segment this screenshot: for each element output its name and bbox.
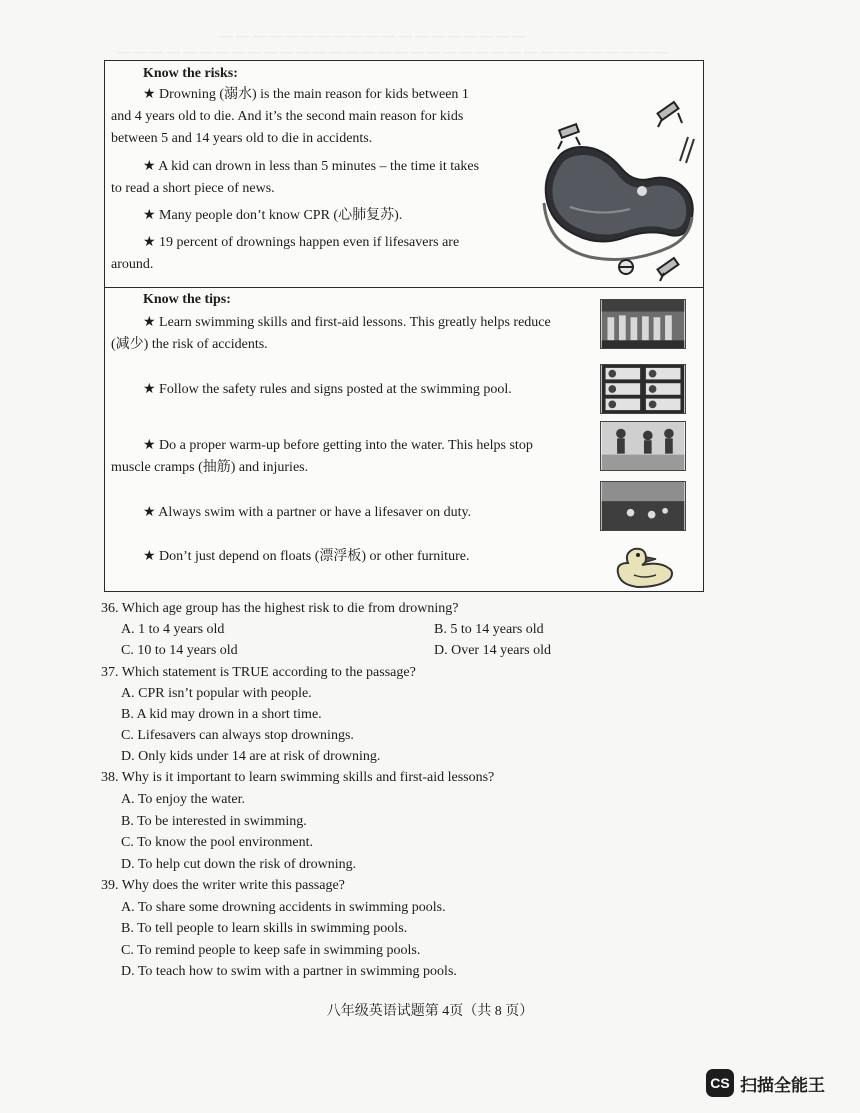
question-option: C. To know the pool environment. bbox=[121, 835, 314, 850]
tips-line: ★ Don’t just depend on floats (漂浮板) or other furniture. bbox=[143, 549, 470, 564]
page-footer: 八年级英语试题第 4页（共 8 页） bbox=[326, 1004, 534, 1019]
risks-line: between 5 and 14 years old to die in accidents. bbox=[111, 131, 373, 146]
question-option: A. To enjoy the water. bbox=[121, 792, 245, 807]
tips-line: ★ Follow the safety rules and signs posted at the swimming pool. bbox=[143, 382, 512, 397]
question-option: B. A kid may drown in a short time. bbox=[121, 707, 322, 722]
question-option: A. To share some drowning accidents in swimming pools. bbox=[121, 900, 446, 915]
question-stem: 39. Why does the writer write this passage? bbox=[101, 878, 345, 893]
bleed-through-text: — — — — — — — — — — — — — — — — — — — — — — — — — — — — — — — — — — bbox=[118, 44, 668, 59]
reading-passage-box bbox=[104, 60, 704, 592]
risks-line: ★ 19 percent of drownings happen even if lifesavers are bbox=[143, 235, 460, 250]
rubber-duck-float-icon bbox=[600, 539, 686, 589]
question-stem: 37. Which statement is TRUE according to the passage? bbox=[101, 665, 416, 680]
question-option: C. 10 to 14 years old bbox=[121, 643, 238, 658]
tips-line: ★ Do a proper warm-up before getting into the water. This helps stop bbox=[143, 438, 533, 453]
question-option: A. CPR isn’t popular with people. bbox=[121, 686, 312, 701]
tips-line: ★ Learn swimming skills and first-aid lessons. This greatly helps reduce bbox=[143, 315, 551, 330]
tips-title: Know the tips: bbox=[143, 292, 231, 307]
risks-line: ★ Drowning (溺水) is the main reason for kids between 1 bbox=[143, 87, 469, 102]
risks-line: to read a short piece of news. bbox=[111, 181, 275, 196]
question-option: D. Over 14 years old bbox=[434, 643, 552, 658]
question-option: D. Only kids under 14 are at risk of drowning. bbox=[121, 749, 381, 764]
section-divider bbox=[105, 287, 703, 288]
question-option: D. To help cut down the risk of drowning. bbox=[121, 857, 357, 872]
tips-line: (减少) the risk of accidents. bbox=[111, 337, 268, 352]
risks-line: ★ A kid can drown in less than 5 minutes – the time it takes bbox=[143, 159, 480, 174]
question-option: B. To be interested in swimming. bbox=[121, 814, 307, 829]
question-option: D. To teach how to swim with a partner in swimming pools. bbox=[121, 964, 457, 979]
risks-line: around. bbox=[111, 257, 154, 272]
scanner-watermark bbox=[706, 1069, 825, 1097]
camscanner-logo-icon: CS bbox=[706, 1069, 734, 1097]
tips-line: ★ Always swim with a partner or have a lifesaver on duty. bbox=[143, 505, 472, 520]
question-stem: 38. Why is it important to learn swimming skills and first-aid lessons? bbox=[101, 770, 495, 785]
warm-up-photo bbox=[600, 421, 686, 471]
question-stem: 36. Which age group has the highest risk to die from drowning? bbox=[101, 601, 459, 616]
question-option: A. 1 to 4 years old bbox=[121, 622, 225, 637]
safety-signs-photo bbox=[600, 364, 686, 414]
lifesaver-duty-photo bbox=[600, 481, 686, 531]
scanner-app-name: 扫描全能王 bbox=[740, 1075, 825, 1096]
question-option: C. Lifesavers can always stop drownings. bbox=[121, 728, 354, 743]
risks-line: and 4 years old to die. And it’s the second main reason for kids bbox=[111, 109, 464, 124]
risks-title: Know the risks: bbox=[143, 66, 238, 81]
lifeguard-class-photo bbox=[600, 299, 686, 349]
tips-line: muscle cramps (抽筋) and injuries. bbox=[111, 460, 309, 475]
swimming-pool-illustration bbox=[530, 97, 695, 287]
question-option: C. To remind people to keep safe in swimming pools. bbox=[121, 943, 421, 958]
risks-line: ★ Many people don’t know CPR (心肺复苏). bbox=[143, 208, 403, 223]
bleed-through-text: — — — — — — — — — — — — — — — — — — — bbox=[220, 28, 526, 43]
question-option: B. To tell people to learn skills in swimming pools. bbox=[121, 921, 408, 936]
question-option: B. 5 to 14 years old bbox=[434, 622, 544, 637]
